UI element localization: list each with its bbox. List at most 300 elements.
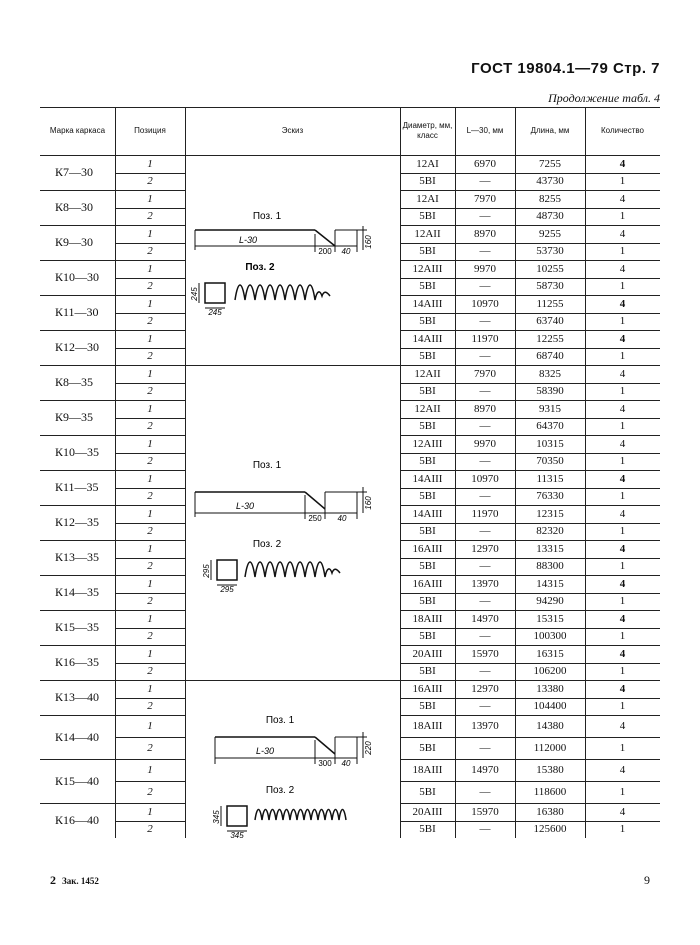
l30-cell: 8970 — [474, 402, 496, 415]
sketch-40-sq-h: 345 — [230, 831, 244, 840]
position-cell: 2 — [147, 175, 153, 188]
table-rule — [400, 575, 660, 576]
quantity-cell: 4 — [619, 367, 626, 380]
table-rule — [115, 348, 185, 349]
diameter-cell: 5BI — [419, 420, 436, 433]
quantity-cell: 4 — [619, 472, 626, 485]
quantity-cell: 4 — [619, 192, 626, 205]
l30-cell: — — [479, 385, 491, 398]
mark-cell: К8—30 — [55, 200, 94, 214]
table-rule — [115, 737, 185, 738]
sketch-35-sq-v: 295 — [202, 564, 211, 578]
length-cell: 11315 — [536, 472, 564, 485]
table-rule — [400, 295, 660, 296]
diameter-cell: 5BI — [419, 455, 436, 468]
table-rule — [400, 698, 660, 699]
diameter-cell: 18AIII — [412, 764, 443, 776]
table-rule — [115, 418, 185, 419]
diameter-cell: 5BI — [419, 560, 436, 573]
position-cell: 2 — [147, 315, 153, 328]
diameter-cell: 12AII — [414, 402, 441, 415]
quantity-cell: 4 — [619, 227, 626, 240]
sketch-30-poz1: Поз. 1 — [252, 211, 282, 222]
mark-cell: К11—35 — [55, 480, 99, 494]
table-rule — [400, 243, 660, 244]
sketch-30-sq-h: 245 — [208, 308, 222, 317]
length-cell: 58730 — [536, 280, 564, 293]
length-cell: 13380 — [536, 682, 564, 695]
diameter-cell: 16AIII — [412, 682, 443, 695]
length-cell: 118600 — [533, 786, 567, 798]
table-rule — [400, 313, 660, 314]
mark-cell: К13—35 — [55, 550, 100, 564]
mark-cell: К16—35 — [55, 655, 100, 669]
length-cell: 125600 — [533, 823, 567, 836]
sketch-group-40 — [185, 712, 415, 867]
sketch-40-sq-v: 345 — [212, 810, 221, 824]
l30-cell: — — [479, 786, 491, 798]
table-rule — [40, 715, 185, 716]
position-cell: 2 — [147, 280, 153, 293]
table-rule — [400, 348, 660, 349]
table-rule — [40, 225, 185, 226]
table-rule — [115, 278, 185, 279]
table-rule — [455, 107, 456, 838]
l30-cell: — — [479, 742, 491, 754]
l30-cell: 10970 — [471, 297, 499, 310]
quantity-cell: 1 — [619, 175, 626, 188]
mark-cell: К12—30 — [55, 340, 100, 354]
quantity-cell: 1 — [619, 630, 626, 643]
l30-cell: — — [479, 560, 491, 573]
diameter-cell: 16AIII — [412, 542, 443, 555]
quantity-cell: 4 — [619, 157, 626, 170]
length-cell: 82320 — [536, 525, 564, 538]
length-cell: 48730 — [536, 210, 564, 223]
position-cell: 2 — [147, 786, 153, 798]
table-rule — [40, 575, 185, 576]
quantity-cell: 4 — [619, 612, 626, 625]
sketch-35-dimA: 250 — [308, 514, 322, 523]
table-rule — [40, 107, 660, 108]
diameter-cell: 5BI — [419, 350, 436, 363]
diameter-cell: 20AIII — [412, 647, 443, 660]
position-cell: 2 — [147, 630, 153, 643]
sketch-35-sq-h: 295 — [220, 585, 234, 594]
position-cell: 1 — [147, 682, 153, 695]
table-rule — [400, 208, 660, 209]
length-cell: 16380 — [536, 805, 564, 818]
length-cell: 10315 — [536, 437, 564, 450]
length-cell: 94290 — [536, 595, 564, 608]
length-cell: 58390 — [536, 385, 564, 398]
diameter-cell: 5BI — [419, 665, 436, 678]
position-cell: 1 — [147, 297, 153, 310]
quantity-cell: 1 — [619, 420, 626, 433]
quantity-cell: 4 — [619, 805, 626, 818]
l30-cell: 13970 — [471, 577, 499, 590]
table-rule — [115, 698, 185, 699]
table-rule — [115, 523, 185, 524]
quantity-cell: 1 — [619, 700, 626, 713]
quantity-cell: 4 — [619, 297, 626, 310]
table-rule — [400, 759, 660, 760]
l30-cell: 7970 — [474, 192, 496, 205]
mark-cell: К14—35 — [55, 585, 100, 599]
diameter-cell: 12AII — [414, 367, 441, 380]
table-rule — [400, 715, 660, 716]
position-cell: 2 — [147, 350, 153, 363]
position-cell: 1 — [147, 507, 153, 520]
sketch-35-dimH: 160 — [364, 496, 373, 510]
table-rule — [400, 190, 660, 191]
l30-cell: — — [479, 315, 491, 328]
l30-cell: 7970 — [474, 367, 496, 380]
header-marka: Марка каркаса — [49, 126, 106, 135]
table-rule — [115, 628, 185, 629]
l30-cell: — — [479, 210, 491, 223]
diameter-cell: 5BI — [419, 823, 436, 836]
sketch-35-svg — [185, 457, 415, 607]
sketch-40-dimA: 300 — [318, 759, 332, 768]
position-cell: 2 — [147, 742, 153, 754]
length-cell: 12315 — [536, 507, 564, 520]
length-cell: 100300 — [533, 630, 567, 643]
sketch-35-dimB: 40 — [337, 514, 347, 523]
table-rule — [515, 107, 516, 838]
l30-cell: 6970 — [474, 157, 496, 170]
table-rule — [115, 383, 185, 384]
length-cell: 70350 — [536, 455, 564, 468]
l30-cell: — — [479, 280, 491, 293]
length-cell: 12255 — [536, 332, 564, 345]
sketch-40-dimH: 220 — [364, 741, 373, 755]
table-rule — [400, 400, 660, 401]
diameter-cell: 5BI — [419, 595, 436, 608]
diameter-cell: 5BI — [419, 175, 436, 188]
header-dlina: Длина, мм — [530, 126, 570, 135]
quantity-cell: 1 — [619, 560, 626, 573]
table-rule — [115, 107, 116, 838]
position-cell: 2 — [147, 560, 153, 573]
position-cell: 1 — [147, 227, 153, 240]
l30-cell: 9970 — [474, 262, 496, 275]
l30-cell: 15970 — [471, 647, 499, 660]
diameter-cell: 20AIII — [412, 805, 443, 818]
table-rule — [400, 663, 660, 664]
table-rule — [40, 400, 185, 401]
table-rule — [40, 365, 660, 366]
mark-cell: К9—35 — [55, 410, 94, 424]
table-rule — [400, 505, 660, 506]
quantity-cell: 1 — [619, 455, 626, 468]
sketch-35-lbl: L-30 — [235, 501, 255, 511]
l30-cell: — — [479, 350, 491, 363]
diameter-cell: 14AIII — [412, 507, 443, 520]
sketch-30-sq-v: 245 — [190, 287, 199, 301]
quantity-cell: 1 — [619, 665, 626, 678]
l30-cell: 13970 — [471, 720, 499, 732]
quantity-cell: 1 — [619, 245, 626, 258]
length-cell: 8255 — [539, 192, 561, 205]
diameter-cell: 16AIII — [412, 577, 443, 590]
position-cell: 1 — [147, 577, 153, 590]
mark-cell: К7—30 — [55, 165, 94, 179]
position-cell: 1 — [147, 402, 153, 415]
table-rule — [400, 453, 660, 454]
mark-cell: К10—30 — [55, 270, 100, 284]
quantity-cell: 1 — [619, 350, 626, 363]
sketch-40-poz2: Поз. 2 — [265, 785, 295, 796]
position-cell: 1 — [147, 542, 153, 555]
table-rule — [115, 208, 185, 209]
length-cell: 10255 — [536, 262, 564, 275]
length-cell: 88300 — [536, 560, 564, 573]
quantity-cell: 4 — [619, 402, 626, 415]
table-rule — [115, 663, 185, 664]
length-cell: 14315 — [536, 577, 564, 590]
table-rule — [115, 453, 185, 454]
sketch-group-30 — [185, 208, 415, 363]
table-rule — [40, 190, 185, 191]
l30-cell: — — [479, 525, 491, 538]
length-cell: 11255 — [536, 297, 564, 310]
quantity-cell: 1 — [619, 525, 626, 538]
length-cell: 112000 — [533, 742, 567, 754]
table-rule — [400, 610, 660, 611]
position-cell: 2 — [147, 823, 153, 836]
diameter-cell: 12AIII — [412, 437, 443, 450]
position-cell: 1 — [147, 647, 153, 660]
position-cell: 1 — [147, 192, 153, 205]
position-cell: 2 — [147, 490, 153, 503]
length-cell: 7255 — [539, 157, 561, 170]
table-rule — [40, 540, 185, 541]
table-rule — [400, 628, 660, 629]
header-eskiz: Эскиз — [281, 126, 304, 135]
continuation-label: Продолжение табл. 4 — [548, 91, 660, 105]
l30-cell: — — [479, 665, 491, 678]
quantity-cell: 4 — [619, 507, 626, 520]
l30-cell: 12970 — [471, 542, 499, 555]
header-kolichestvo: Количество — [601, 126, 644, 135]
l30-cell: 14970 — [471, 764, 499, 776]
quantity-cell: 4 — [619, 332, 626, 345]
table-rule — [400, 173, 660, 174]
l30-cell: 14970 — [471, 612, 499, 625]
mark-cell: К13—40 — [55, 690, 100, 704]
table-rule — [400, 781, 660, 782]
position-cell: 2 — [147, 455, 153, 468]
table-rule — [115, 173, 185, 174]
mark-cell: К16—40 — [55, 813, 100, 827]
diameter-cell: 14AIII — [412, 472, 443, 485]
table-rule — [40, 470, 185, 471]
length-cell: 64370 — [536, 420, 564, 433]
header-pozitsiya: Позиция — [134, 126, 166, 135]
l30-cell: 11970 — [471, 507, 499, 520]
diameter-cell: 14AIII — [412, 297, 443, 310]
length-cell: 76330 — [536, 490, 564, 503]
table-rule — [40, 295, 185, 296]
position-cell: 1 — [147, 157, 153, 170]
table-rule — [400, 593, 660, 594]
length-cell: 16315 — [536, 647, 564, 660]
table-rule — [400, 488, 660, 489]
l30-cell: — — [479, 455, 491, 468]
l30-cell: — — [479, 175, 491, 188]
l30-cell: 8970 — [474, 227, 496, 240]
l30-cell: — — [479, 245, 491, 258]
table-rule — [40, 680, 660, 681]
table-rule — [400, 821, 660, 822]
position-cell: 2 — [147, 210, 153, 223]
table-rule — [40, 645, 185, 646]
quantity-cell: 1 — [619, 210, 626, 223]
position-cell: 2 — [147, 595, 153, 608]
sketch-40-dimB: 40 — [341, 759, 351, 768]
position-cell: 1 — [147, 437, 153, 450]
diameter-cell: 5BI — [419, 210, 436, 223]
table-rule — [40, 260, 185, 261]
table-rule — [400, 540, 660, 541]
l30-cell: 10970 — [471, 472, 499, 485]
mark-cell: К8—35 — [55, 375, 94, 389]
table-rule — [115, 313, 185, 314]
table-rule — [400, 418, 660, 419]
diameter-cell: 5BI — [419, 385, 436, 398]
mark-cell: К12—35 — [55, 515, 100, 529]
quantity-cell: 1 — [619, 280, 626, 293]
table-rule — [115, 488, 185, 489]
mark-cell: К15—35 — [55, 620, 100, 634]
l30-cell: 12970 — [471, 682, 499, 695]
l30-cell: — — [479, 595, 491, 608]
table-rule — [115, 243, 185, 244]
table-rule — [40, 435, 185, 436]
table-rule — [400, 383, 660, 384]
sketch-40-poz1: Поз. 1 — [265, 715, 295, 726]
mark-cell: К10—35 — [55, 445, 100, 459]
diameter-cell: 12AI — [416, 192, 439, 205]
position-cell: 1 — [147, 612, 153, 625]
table-rule — [115, 821, 185, 822]
quantity-cell: 1 — [619, 786, 626, 798]
length-cell: 13315 — [536, 542, 564, 555]
mark-cell: К15—40 — [55, 773, 100, 788]
table-rule — [40, 610, 185, 611]
quantity-cell: 1 — [619, 490, 626, 503]
l30-cell: 15970 — [471, 805, 499, 818]
table-rule — [400, 225, 660, 226]
length-cell: 9315 — [539, 402, 561, 415]
table-rule — [400, 645, 660, 646]
sketch-30-svg — [185, 208, 415, 358]
quantity-cell: 4 — [619, 764, 626, 776]
length-cell: 104400 — [533, 700, 567, 713]
table-rule — [400, 260, 660, 261]
table-rule — [40, 505, 185, 506]
quantity-cell: 1 — [619, 823, 626, 836]
sketch-30-dimH: 160 — [364, 235, 373, 249]
sketch-30-dimB: 40 — [341, 247, 351, 256]
l30-cell: — — [479, 490, 491, 503]
table-rule — [400, 523, 660, 524]
position-cell: 1 — [147, 764, 153, 776]
table-rule — [400, 558, 660, 559]
length-cell: 68740 — [536, 350, 564, 363]
table-rule — [40, 759, 185, 760]
position-cell: 2 — [147, 420, 153, 433]
l30-cell: 11970 — [471, 332, 499, 345]
diameter-cell: 5BI — [419, 630, 436, 643]
sketch-35-poz1: Поз. 1 — [252, 460, 282, 471]
diameter-cell: 5BI — [419, 525, 436, 538]
sketch-35-poz2: Поз. 2 — [252, 539, 282, 550]
position-cell: 2 — [147, 525, 153, 538]
table-rule — [40, 330, 185, 331]
quantity-cell: 1 — [619, 385, 626, 398]
sketch-30-dimA: 200 — [318, 247, 332, 256]
length-cell: 53730 — [536, 245, 564, 258]
position-cell: 2 — [147, 700, 153, 713]
footer-left — [50, 873, 99, 888]
diameter-cell: 12AI — [416, 157, 439, 170]
l30-cell: — — [479, 700, 491, 713]
table-rule — [400, 278, 660, 279]
table-rule — [400, 435, 660, 436]
table-rule — [400, 330, 660, 331]
table-rule — [400, 470, 660, 471]
mark-cell: К14—40 — [55, 729, 100, 744]
position-cell: 2 — [147, 665, 153, 678]
diameter-cell: 5BI — [419, 245, 436, 258]
length-cell: 15315 — [536, 612, 564, 625]
diameter-cell: 14AIII — [412, 332, 443, 345]
table-rule — [585, 107, 586, 838]
quantity-cell: 1 — [619, 315, 626, 328]
position-cell: 1 — [147, 720, 153, 732]
quantity-cell: 4 — [619, 720, 626, 732]
sketch-group-35 — [185, 457, 415, 612]
table-rule — [400, 803, 660, 804]
diameter-cell: 12AIII — [412, 262, 443, 275]
position-cell: 1 — [147, 332, 153, 345]
position-cell: 1 — [147, 262, 153, 275]
diameter-cell: 18AIII — [412, 720, 443, 732]
table-rule — [40, 155, 660, 156]
quantity-cell: 4 — [619, 437, 626, 450]
table-rule — [115, 781, 185, 782]
length-cell: 43730 — [536, 175, 564, 188]
sketch-40-svg — [185, 712, 415, 862]
l30-cell: — — [479, 630, 491, 643]
length-cell: 14380 — [536, 720, 564, 732]
position-cell: 2 — [147, 245, 153, 258]
length-cell: 106200 — [533, 665, 567, 678]
quantity-cell: 4 — [619, 262, 626, 275]
quantity-cell: 4 — [619, 682, 626, 695]
quantity-cell: 1 — [619, 742, 626, 754]
diameter-cell: 5BI — [419, 280, 436, 293]
quantity-cell: 4 — [619, 647, 626, 660]
table-rule — [115, 593, 185, 594]
diameter-cell: 5BI — [419, 700, 436, 713]
diameter-cell: 5BI — [419, 786, 436, 798]
quantity-cell: 1 — [619, 595, 626, 608]
sketch-40-lbl: L-30 — [255, 746, 275, 756]
l30-cell: — — [479, 823, 491, 836]
